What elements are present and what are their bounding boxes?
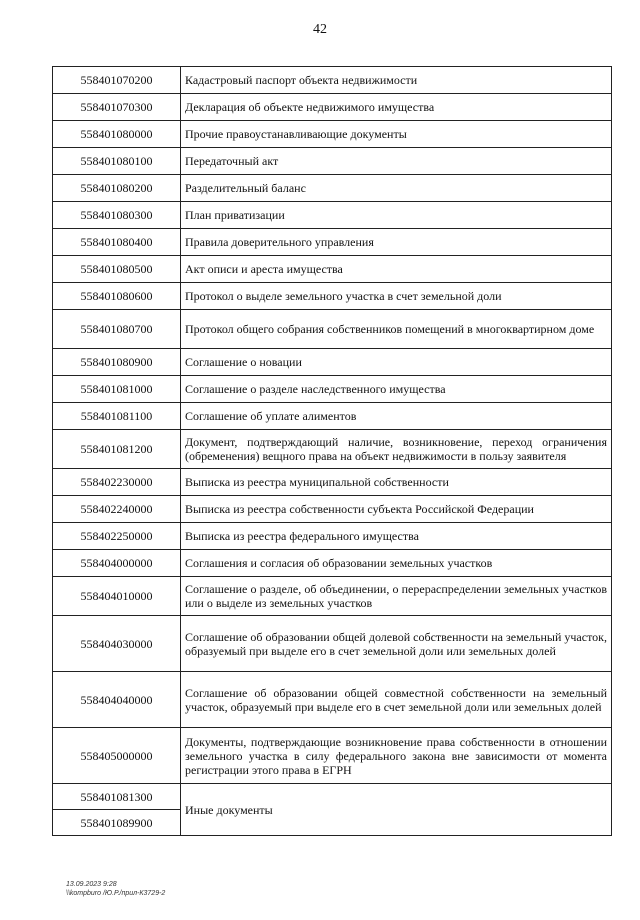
document-name: Соглашение о новации (181, 349, 612, 376)
document-code: 558401081000 (53, 376, 181, 403)
page-number: 42 (313, 22, 327, 37)
table-row (53, 577, 612, 616)
document-code: 558402250000 (53, 523, 181, 550)
document-name: Соглашение об образовании общей долевой собственности на земельный участок, образуемый при выделе его в счет земельной доли или земельных долей (181, 616, 612, 672)
document-code: 558401081300 (53, 784, 181, 810)
table-row (53, 175, 612, 202)
document-name: Иные документы (181, 784, 612, 836)
document-name: Передаточный акт (181, 148, 612, 175)
document-name: Соглашение об образовании общей совместной собственности на земельный участок, образуемый при выделе его в счет земельной доли или земельных долей (181, 672, 612, 728)
footer-path: \\kompburo /Ю.Р./прил-К3729-2 (66, 890, 166, 897)
document-name: Выписка из реестра муниципальной собственности (181, 469, 612, 496)
document-name: Декларация об объекте недвижимого имущества (181, 94, 612, 121)
table-row (53, 523, 612, 550)
document-name: Соглашение о разделе наследственного имущества (181, 376, 612, 403)
document-code: 558404010000 (53, 577, 181, 616)
table-row (53, 496, 612, 523)
document-code: 558401070300 (53, 94, 181, 121)
document-code: 558401080400 (53, 229, 181, 256)
table-row (53, 784, 612, 810)
table-row (53, 403, 612, 430)
footer-date: 13.09.2023 9:28 (66, 881, 117, 888)
table-row (53, 229, 612, 256)
table-row (53, 469, 612, 496)
document-name: Протокол о выделе земельного участка в счет земельной доли (181, 283, 612, 310)
document-code: 558401080700 (53, 310, 181, 349)
table-row (53, 728, 612, 784)
document-code: 558402240000 (53, 496, 181, 523)
table-row (53, 256, 612, 283)
document-name: Соглашение об уплате алиментов (181, 403, 612, 430)
document-code: 558404000000 (53, 550, 181, 577)
table-row (53, 310, 612, 349)
table-row (53, 376, 612, 403)
table-row (53, 121, 612, 148)
document-name: Соглашение о разделе, об объединении, о перераспределении земельных участков или о выделе из земельных участков (181, 577, 612, 616)
table-row (53, 616, 612, 672)
document-code: 558401070200 (53, 67, 181, 94)
document-name: Выписка из реестра собственности субъекта Российской Федерации (181, 496, 612, 523)
document-code: 558401080300 (53, 202, 181, 229)
document-code: 558404030000 (53, 616, 181, 672)
table-row (53, 550, 612, 577)
document-code: 558404040000 (53, 672, 181, 728)
document-name: Выписка из реестра федерального имущества (181, 523, 612, 550)
document-name: Акт описи и ареста имущества (181, 256, 612, 283)
document-name: Документ, подтверждающий наличие, возникновение, переход ограничения (обременения) вещного права на объект недвижимости в пользу заявителя (181, 430, 612, 469)
table-body (53, 67, 612, 836)
document-code: 558402230000 (53, 469, 181, 496)
document-codes-table (52, 66, 612, 836)
document-code: 558401089900 (53, 810, 181, 836)
document-code: 558401080600 (53, 283, 181, 310)
table-row (53, 430, 612, 469)
document-code: 558401080200 (53, 175, 181, 202)
document-name: Соглашения и согласия об образовании земельных участков (181, 550, 612, 577)
document-code: 558401081100 (53, 403, 181, 430)
document-name: Протокол общего собрания собственников помещений в многоквартирном доме (181, 310, 612, 349)
document-code: 558401080100 (53, 148, 181, 175)
document-name: Разделительный баланс (181, 175, 612, 202)
document-name: Документы, подтверждающие возникновение права собственности в отношении земельного участка в силу федерального закона вне зависимости от момента регистрации этого права в ЕГРН (181, 728, 612, 784)
document-code: 558405000000 (53, 728, 181, 784)
document-name: Правила доверительного управления (181, 229, 612, 256)
document-code: 558401081200 (53, 430, 181, 469)
table-row (53, 672, 612, 728)
document-name: План приватизации (181, 202, 612, 229)
document-name: Прочие правоустанавливающие документы (181, 121, 612, 148)
document-name: Кадастровый паспорт объекта недвижимости (181, 67, 612, 94)
table-row (53, 94, 612, 121)
document-code: 558401080000 (53, 121, 181, 148)
document-code: 558401080500 (53, 256, 181, 283)
table-row (53, 202, 612, 229)
table-row (53, 67, 612, 94)
table-row (53, 349, 612, 376)
table-row (53, 283, 612, 310)
document-code: 558401080900 (53, 349, 181, 376)
footer-stamp (66, 880, 165, 898)
table-row (53, 148, 612, 175)
